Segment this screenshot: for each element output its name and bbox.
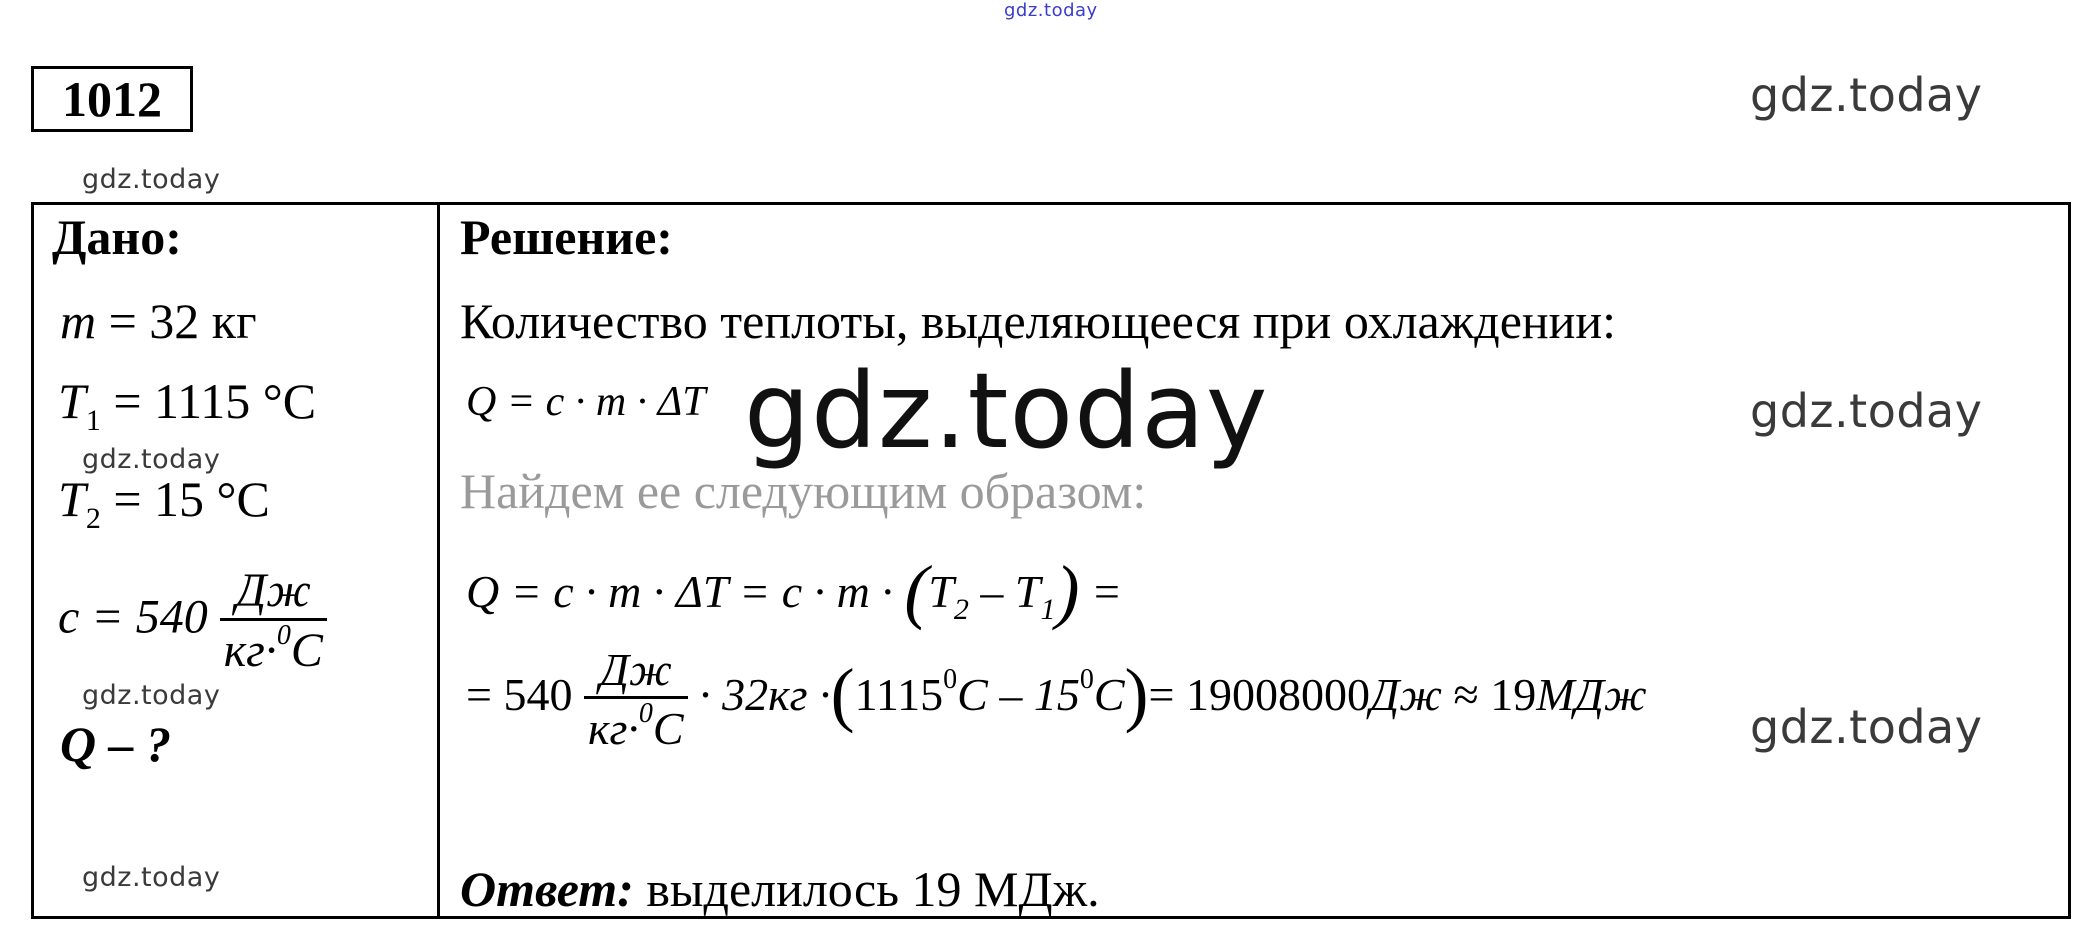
answer-label: Ответ: (460, 861, 634, 917)
formula-2-t2: T (928, 566, 954, 617)
t1-symbol: T (58, 373, 86, 429)
formula-3-numerator: Дж (584, 645, 688, 699)
given-find: Q – ? (60, 716, 172, 772)
watermark-right-2: gdz.today (1750, 384, 1983, 438)
watermark-left-1: gdz.today (82, 164, 221, 195)
solution-formula-1: Q = c · m · ΔT (466, 379, 706, 425)
mass-value: = 32 кг (108, 293, 257, 349)
formula-3-mass: · 32кг · (699, 669, 831, 721)
watermark-top: gdz.today (1004, 0, 1098, 21)
watermark-center: gdz.today (744, 350, 1269, 472)
mass-symbol: m (60, 293, 97, 349)
c-unit-fraction (220, 565, 327, 678)
c-prefix: c = 540 (58, 590, 208, 644)
formula-3-fraction (584, 645, 688, 754)
answer (460, 860, 1100, 918)
given-t1 (58, 372, 316, 438)
solution-formula-3: = 540 $\frac{Дж}{кг\cdot^0C}$ · $32кг \cdot(1115^0C - 15^0C)= 19008000Дж \approx 19МДж$ (466, 644, 1647, 754)
watermark-header-right: gdz.today (1750, 68, 1983, 122)
formula-3-denominator: кг·$^0$C (587, 697, 684, 754)
t1-subscript: 1 (85, 404, 101, 437)
solution-line-2: Найдем ее следующим образом: (460, 463, 1147, 519)
c-unit-numerator: Дж (220, 565, 327, 621)
formula-2-t1: T (1014, 566, 1041, 617)
formula-3-prefix: = 540 (466, 669, 573, 721)
given-mass (60, 292, 257, 350)
answer-text: выделилось 19 МДж. (633, 861, 1100, 917)
column-divider (437, 202, 440, 919)
t1-value: = 1115 °C (113, 373, 317, 429)
task-number: 1012 (31, 66, 193, 132)
given-header: Дано: (52, 209, 182, 265)
given-specific-heat (58, 565, 327, 678)
t2-subscript: 2 (85, 502, 101, 535)
watermark-left-2: gdz.today (82, 444, 221, 475)
watermark-left-4: gdz.today (82, 862, 221, 893)
solution-header: Решение: (460, 209, 673, 265)
c-unit-denominator: кг·$^0$C (223, 619, 323, 677)
t2-symbol: T (58, 471, 86, 527)
formula-2-start: Q = c · m · ΔT = c · m · (466, 566, 905, 617)
solution-formula-2: $Q = c \cdot m \cdot \Delta T = c \cdot m \cdot (T_2 - T_1)$ = (466, 551, 1123, 631)
given-t2 (58, 470, 270, 536)
formula-3-result: = 19008000 (1148, 669, 1370, 721)
watermark-right-3: gdz.today (1750, 700, 1983, 754)
watermark-left-3: gdz.today (82, 680, 221, 711)
solution-line-1: Количество теплоты, выделяющееся при охлаждении: (460, 293, 1617, 349)
t2-value: = 15 °C (113, 471, 270, 527)
